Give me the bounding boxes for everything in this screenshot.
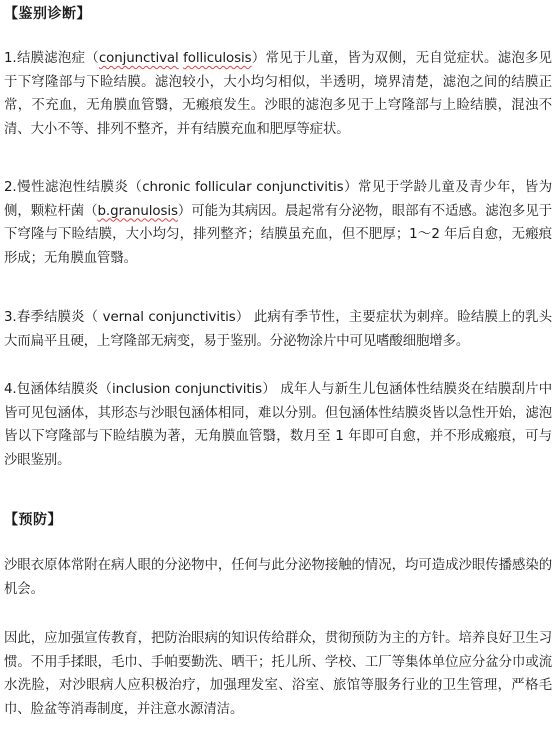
diagnosis-heading: 【鉴别诊断】 <box>4 6 91 22</box>
prevention-paragraph-1: 沙眼衣原体常附在病人眼的分泌物中，任何与此分泌物接触的情况，均可造成沙眼传播感染的机会。 <box>4 558 552 597</box>
diagnosis-paragraph-2-block <box>4 176 552 270</box>
prevention-paragraph-2-block <box>4 627 552 721</box>
diagnosis-paragraph-1-block <box>4 47 552 141</box>
diagnosis-paragraph-4-block <box>4 378 552 472</box>
spellcheck-term-conjunctival: conjunctival <box>98 51 179 66</box>
p1-prefix: 1.结膜滤泡症（ <box>4 51 99 66</box>
p2-prefix: 2.慢性滤泡性结膜炎（chronic follicular conjunctivitis）常见于学龄儿童及青少年，皆为侧，颗粒杆菌（ <box>4 180 552 219</box>
diagnosis-paragraph-3: 3.春季结膜炎（ vernal conjunctivitis） 此病有季节性，主要症状为刺痒。睑结膜上的乳头大而扁平且硬，上穹隆部无病变，易于鉴别。分泌物涂片中可见嗜酸细胞增多。 <box>4 310 552 349</box>
diagnosis-paragraph-2 <box>4 176 552 270</box>
diagnosis-paragraph-4: 4.包涵体结膜炎（inclusion conjunctivitis） 成年人与新生儿包涵体性结膜炎在结膜刮片中皆可见包涵体，其形态与沙眼包涵体相同，难以分别。但包涵体性结膜炎皆以急性开始，滤泡皆以下穹隆部与下睑结膜为著，无角膜血管翳，数月至 1 年即可自愈，并不形成瘢痕，可与沙眼鉴别。 <box>4 382 552 468</box>
prevention-paragraph-1-block <box>4 554 552 601</box>
spellcheck-term-granulosis: b.granulosis <box>97 203 178 219</box>
prevention-heading: 【预防】 <box>4 512 62 528</box>
diagnosis-heading-block <box>4 2 552 26</box>
diagnosis-paragraph-1 <box>4 47 552 141</box>
p2-body: ）可能为其病因。晨起常有分泌物，眼部有不适感。滤泡多见于下穹隆与下睑结膜，大小均匀，排列整齐；结膜虽充血，但不肥厚；1～2 年后自愈，无瘢痕形成；无角膜血管翳。 <box>4 203 552 266</box>
p1-body: ）常见于儿童，皆为双侧，无自觉症状。滤泡多见于下穹隆部与下睑结膜。滤泡较小，大小均匀相似，半透明，境界清楚，滤泡之间的结膜正常，不充血，无角膜血管翳，无瘢痕发生。沙眼的滤泡多见于上穹隆部与上睑结膜，混浊不清、大小不等、排列不整齐，并有结膜充血和肥厚等症状。 <box>4 51 552 137</box>
prevention-paragraph-2: 因此，应加强宣传教育，把防治眼病的知识传给群众，贯彻预防为主的方针。培养良好卫生习惯。不用手揉眼，毛巾、手帕要勤洗、晒干；托儿所、学校、工厂等集体单位应分盆分巾或流水洗脸，对沙眼病人应积极治疗，加强理发室、浴室、旅馆等服务行业的卫生管理，严格毛巾、脸盆等消毒制度，并注意水源清洁。 <box>4 631 552 717</box>
spellcheck-term-folliculosis: folliculosis <box>183 51 252 66</box>
prevention-heading-block <box>4 508 552 532</box>
diagnosis-paragraph-3-block <box>4 306 552 353</box>
